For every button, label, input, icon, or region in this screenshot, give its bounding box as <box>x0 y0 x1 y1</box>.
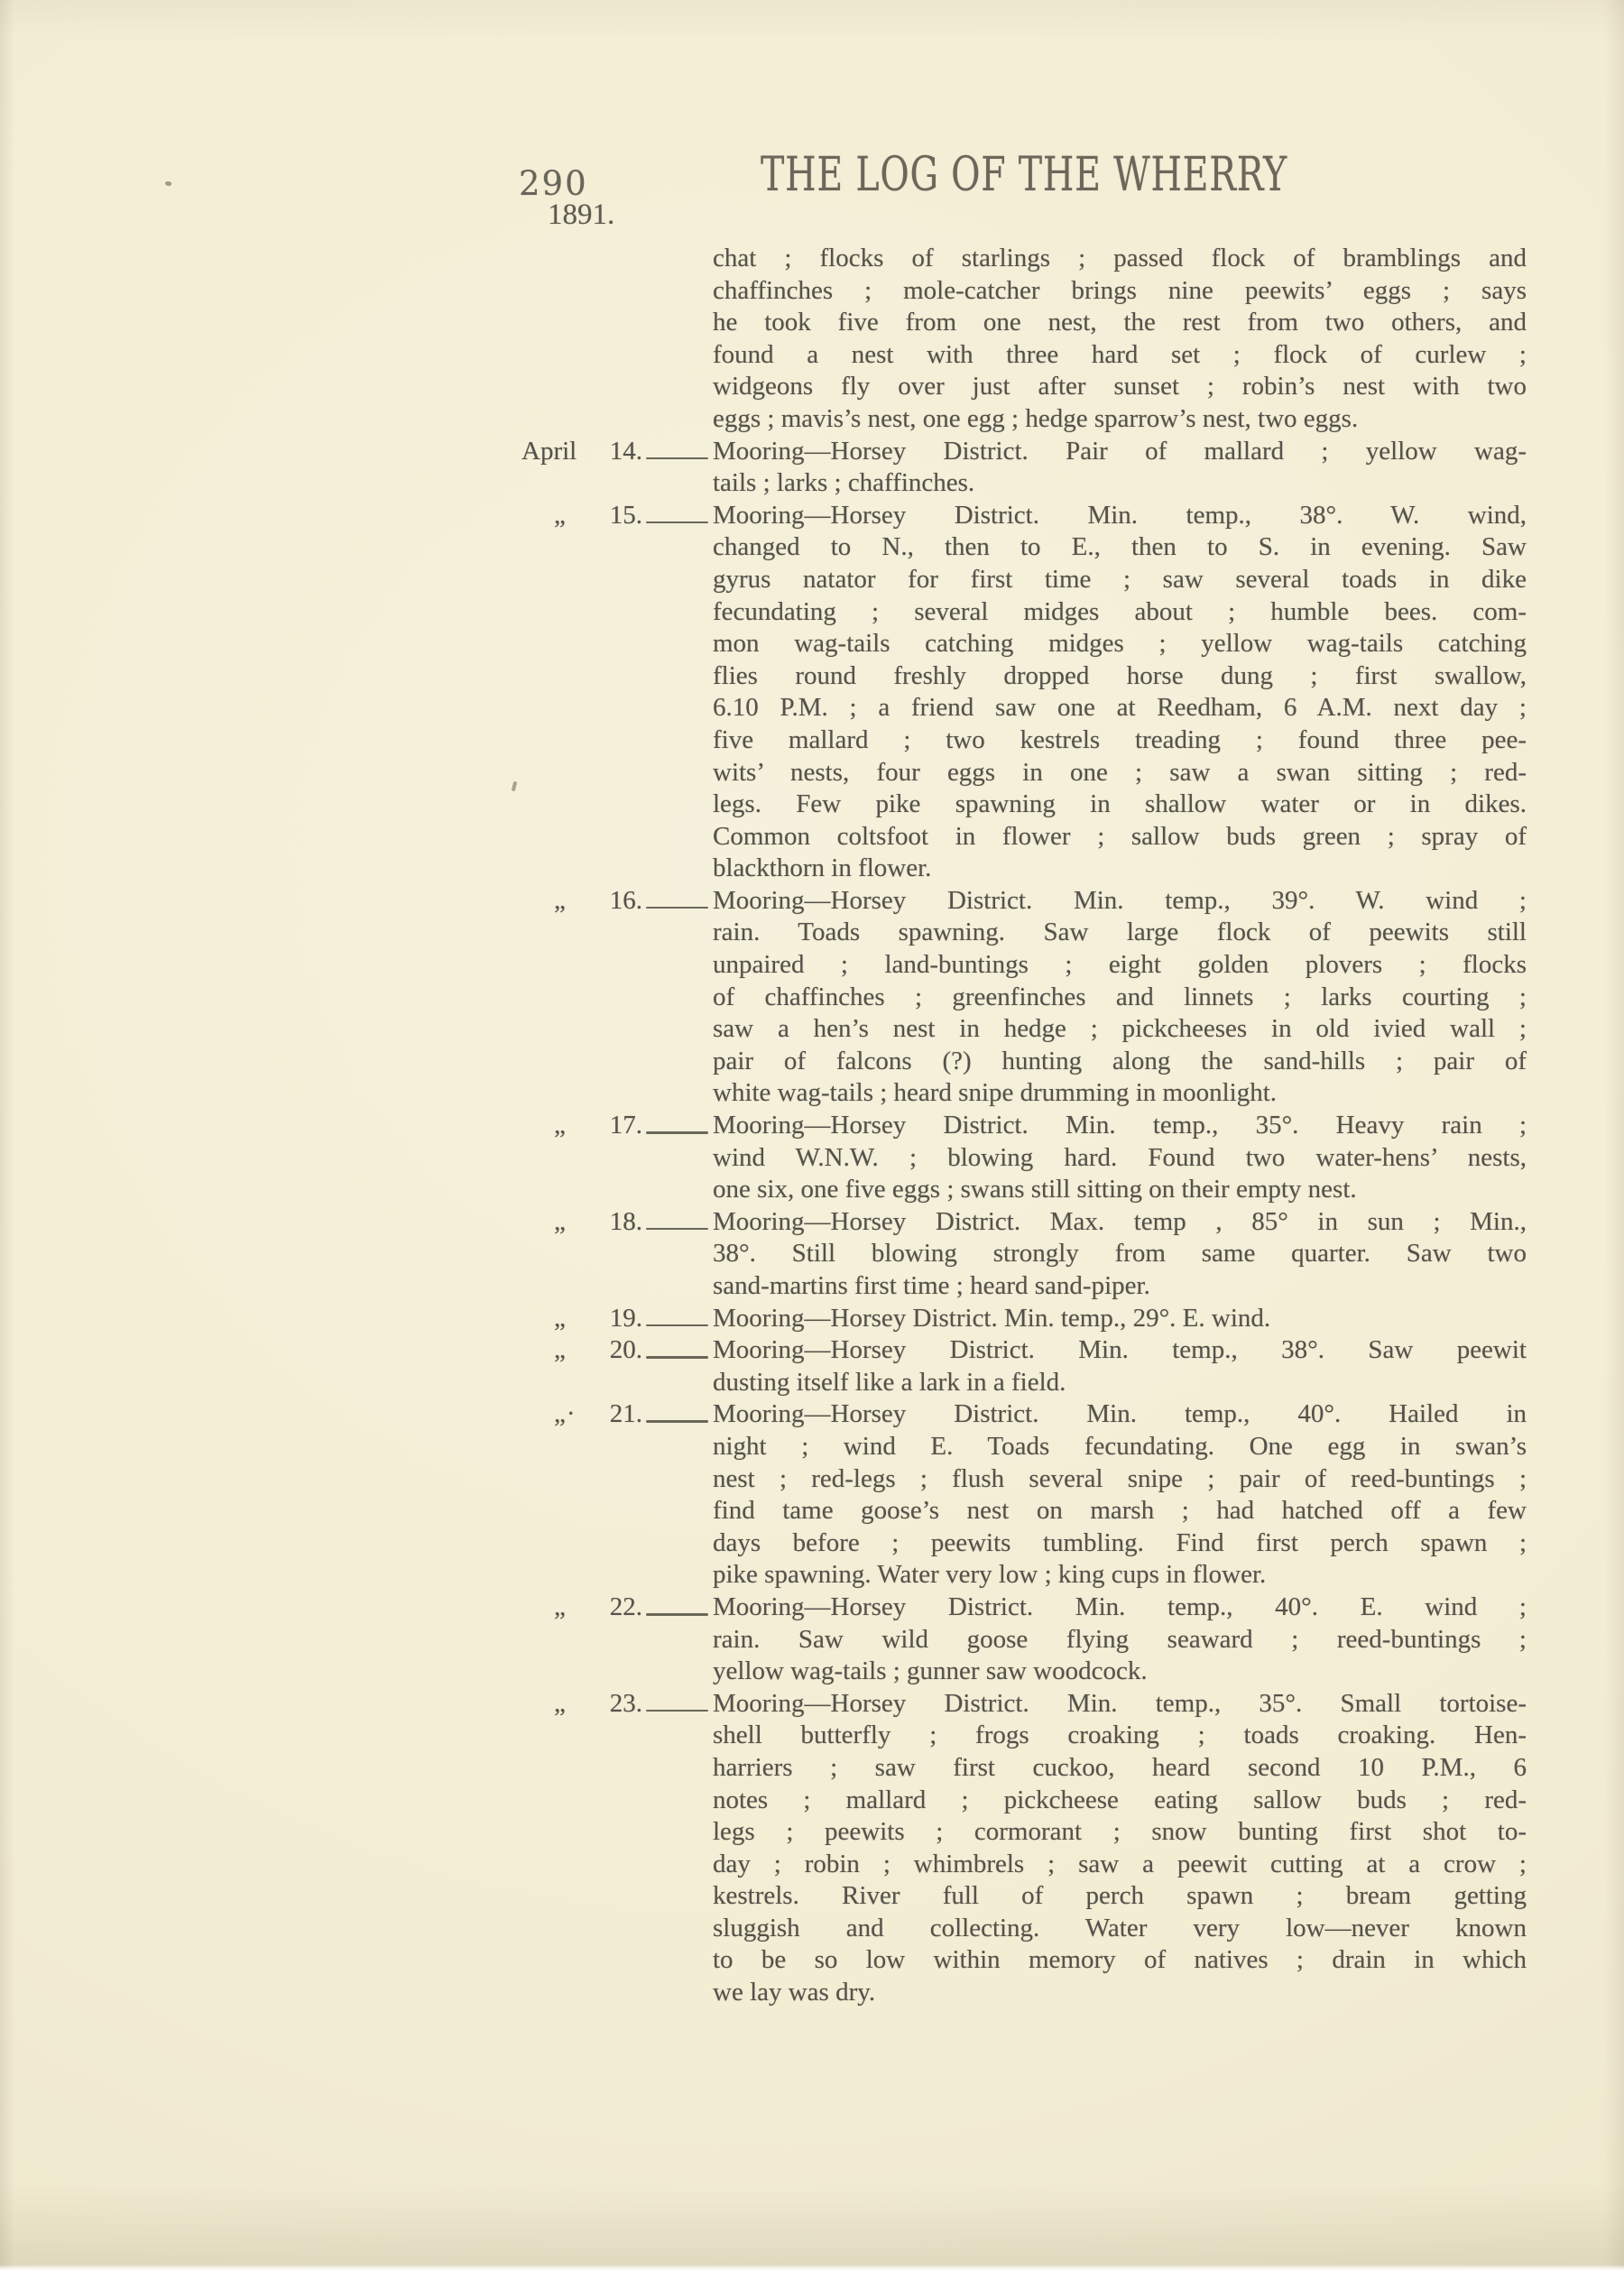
log-line <box>521 1592 1527 1624</box>
log-line: sand-martins first time ; heard sand-piper. <box>713 1271 1150 1300</box>
ditto-mark: „ <box>554 500 567 530</box>
log-line: unpaired ; land-buntings ; eight golden plovers ; flocks <box>713 950 1527 980</box>
ditto-mark: „ <box>554 1335 567 1365</box>
entry-date-label <box>521 1303 713 1335</box>
log-line <box>521 1206 1527 1239</box>
entry-dash <box>642 1110 713 1142</box>
log-line: wits’ nests, four eggs in one ; saw a swan sitting ; red- <box>713 757 1527 787</box>
log-line: to be so low within memory of natives ; drain in which <box>713 1945 1527 1975</box>
entry-day-number: 16. <box>609 885 642 915</box>
entry-date-label <box>521 500 713 532</box>
log-line: fecundating ; several midges about ; humble bees. com- <box>713 596 1527 626</box>
entry-text: Mooring—Horsey District. Min. temp., 38°. W. wind, <box>713 500 1527 530</box>
log-line: of chaffinches ; greenfinches and linnets ; larks courting ; <box>713 982 1527 1011</box>
entry-text: Mooring—Horsey District. Min. temp., 40°. E. wind ; <box>713 1592 1527 1621</box>
log-line: sluggish and collecting. Water very low—never known <box>713 1913 1527 1942</box>
log-line <box>521 885 1527 918</box>
log-line <box>521 1303 1527 1335</box>
log-line: notes ; mallard ; pickcheese eating sallow buds ; red- <box>713 1785 1527 1814</box>
log-line: changed to N., then to E., then to S. in evening. Saw <box>713 532 1527 562</box>
entry-text: Mooring—Horsey District. Min. temp., 29°. E. wind. <box>713 1303 1271 1333</box>
entry-text: Mooring—Horsey District. Min. temp., 38°. Saw peewit <box>713 1335 1527 1365</box>
log-line: 38°. Still blowing strongly from same quarter. Saw two <box>713 1239 1527 1269</box>
entry-day-number: 14. <box>609 436 642 466</box>
log-line: find tame goose’s nest on marsh ; had hatched off a few <box>713 1496 1527 1526</box>
log-line <box>521 1110 1527 1142</box>
log-line: found a nest with three hard set ; flock of curlew ; <box>713 339 1527 369</box>
log-line: day ; robin ; whimbrels ; saw a peewit cutting at a crow ; <box>713 1849 1527 1878</box>
log-line: shell butterfly ; frogs croaking ; toads croaking. Hen- <box>713 1721 1527 1750</box>
log-line: white wag-tails ; heard snipe drumming in moonlight. <box>713 1078 1278 1108</box>
log-line: one six, one five eggs ; swans still sitting on their empty nest. <box>713 1175 1357 1204</box>
entry-text: Mooring—Horsey District. Min. temp., 35°. Heavy rain ; <box>713 1111 1527 1140</box>
entry-dash <box>642 1303 713 1335</box>
page-bottom-edge <box>0 2265 1624 2270</box>
entry-day-number: 19. <box>609 1303 642 1333</box>
log-line <box>521 500 1527 532</box>
log-line: yellow wag-tails ; gunner saw woodcock. <box>713 1656 1148 1686</box>
page-number: 290 <box>519 164 588 203</box>
log-line: tails ; larks ; chaffinches. <box>713 468 975 498</box>
log-line: he took five from one nest, the rest from two others, and <box>713 308 1527 337</box>
ditto-mark: „ <box>554 1688 567 1718</box>
page-title: THE LOG OF THE WHERRY <box>761 148 1287 202</box>
entry-date-label <box>521 1592 713 1624</box>
entry-text: Mooring—Horsey District. Min. temp., 39°. W. wind ; <box>713 885 1527 915</box>
log-line: we lay was dry. <box>713 1978 876 2007</box>
entry-date-label <box>521 1398 713 1431</box>
log-line: chaffinches ; mole-catcher brings nine peewits’ eggs ; says <box>713 275 1527 305</box>
entry-dash <box>642 500 713 532</box>
log-line: legs ; peewits ; cormorant ; snow bunting first shot to- <box>713 1817 1527 1847</box>
entry-dash <box>642 436 713 468</box>
log-line: nest ; red-legs ; flush several snipe ; pair of reed-buntings ; <box>713 1463 1527 1493</box>
ditto-mark: „· <box>554 1399 577 1429</box>
entry-dash <box>642 1592 713 1624</box>
ditto-mark: „ <box>554 1111 567 1140</box>
entry-day-number: 20. <box>609 1335 642 1365</box>
entry-date-label <box>521 1334 713 1367</box>
ditto-mark: „ <box>554 1303 567 1333</box>
entry-dash <box>642 1688 713 1721</box>
entry-date-label <box>521 885 713 918</box>
log-line: flies round freshly dropped horse dung ; first swallow, <box>713 660 1527 690</box>
entry-text: Mooring—Horsey District. Min. temp., 35°. Small tortoise- <box>713 1688 1527 1718</box>
log-line: pair of falcons (?) hunting along the sand-hills ; pair of <box>713 1046 1527 1075</box>
log-line: five mallard ; two kestrels treading ; found three pee- <box>713 724 1527 754</box>
log-line <box>521 1688 1527 1721</box>
log-line: days before ; peewits tumbling. Find first perch spawn ; <box>713 1527 1527 1557</box>
entry-dash <box>642 1398 713 1431</box>
log-line: saw a hen’s nest in hedge ; pickcheeses in old ivied wall ; <box>713 1014 1527 1044</box>
entry-text: Mooring—Horsey District. Min. temp., 40°. Hailed in <box>713 1399 1527 1429</box>
log-line: gyrus natator for first time ; saw several toads in dike <box>713 564 1527 594</box>
entry-date-label <box>521 1688 713 1721</box>
log-line: blackthorn in flower. <box>713 854 932 883</box>
paper-speck <box>164 180 171 187</box>
entry-date-label <box>521 1110 713 1142</box>
log-line: dusting itself like a lark in a field. <box>713 1367 1066 1397</box>
log-line: kestrels. River full of perch spawn ; bream getting <box>713 1881 1527 1911</box>
entry-day-number: 18. <box>609 1206 642 1236</box>
entry-day-number: 15. <box>609 500 642 530</box>
log-line: chat ; flocks of starlings ; passed flock of bramblings and <box>713 244 1527 272</box>
log-line: pike spawning. Water very low ; king cups in flower. <box>713 1560 1267 1590</box>
log-line <box>521 436 1527 468</box>
log-line: wind W.N.W. ; blowing hard. Found two water-hens’ nests, <box>713 1142 1527 1172</box>
log-line: 6.10 P.M. ; a friend saw one at Reedham, 6 A.M. next day ; <box>713 693 1527 723</box>
ditto-mark: „ <box>554 1592 567 1621</box>
entry-day-number: 23. <box>609 1688 642 1718</box>
log-text-block <box>521 243 1527 2009</box>
log-line: rain. Toads spawning. Saw large flock of peewits still <box>713 918 1527 947</box>
log-line: widgeons fly over just after sunset ; robin’s nest with two <box>713 372 1527 401</box>
log-line <box>521 1334 1527 1367</box>
entry-month-label: April <box>521 436 577 466</box>
entry-date-label <box>521 436 713 468</box>
year-label: 1891. <box>548 198 615 231</box>
entry-day-number: 21. <box>609 1399 642 1429</box>
log-line: legs. Few pike spawning in shallow water or in dikes. <box>713 789 1527 819</box>
ditto-mark: „ <box>554 885 567 915</box>
log-line: harriers ; saw first cuckoo, heard second 10 P.M., 6 <box>713 1752 1527 1782</box>
log-line: Common coltsfoot in flower ; sallow buds green ; spray of <box>713 821 1527 851</box>
paper-speck <box>512 781 518 792</box>
log-line: eggs ; mavis’s nest, one egg ; hedge sparrow’s nest, two eggs. <box>713 403 1359 433</box>
entry-dash <box>642 1206 713 1239</box>
entry-dash <box>642 1334 713 1367</box>
ditto-mark: „ <box>554 1206 567 1236</box>
log-line: night ; wind E. Toads fecundating. One egg in swan’s <box>713 1431 1527 1461</box>
entry-day-number: 17. <box>609 1111 642 1140</box>
log-line: rain. Saw wild goose flying seaward ; reed-buntings ; <box>713 1624 1527 1654</box>
entry-text: Mooring—Horsey District. Pair of mallard ; yellow wag- <box>713 436 1527 466</box>
entry-text: Mooring—Horsey District. Max. temp , 85° in sun ; Min., <box>713 1206 1527 1236</box>
entry-date-label <box>521 1206 713 1239</box>
log-line: mon wag-tails catching midges ; yellow wag-tails catching <box>713 629 1527 659</box>
log-line <box>521 1398 1527 1431</box>
entry-dash <box>642 885 713 918</box>
entry-day-number: 22. <box>609 1592 642 1621</box>
